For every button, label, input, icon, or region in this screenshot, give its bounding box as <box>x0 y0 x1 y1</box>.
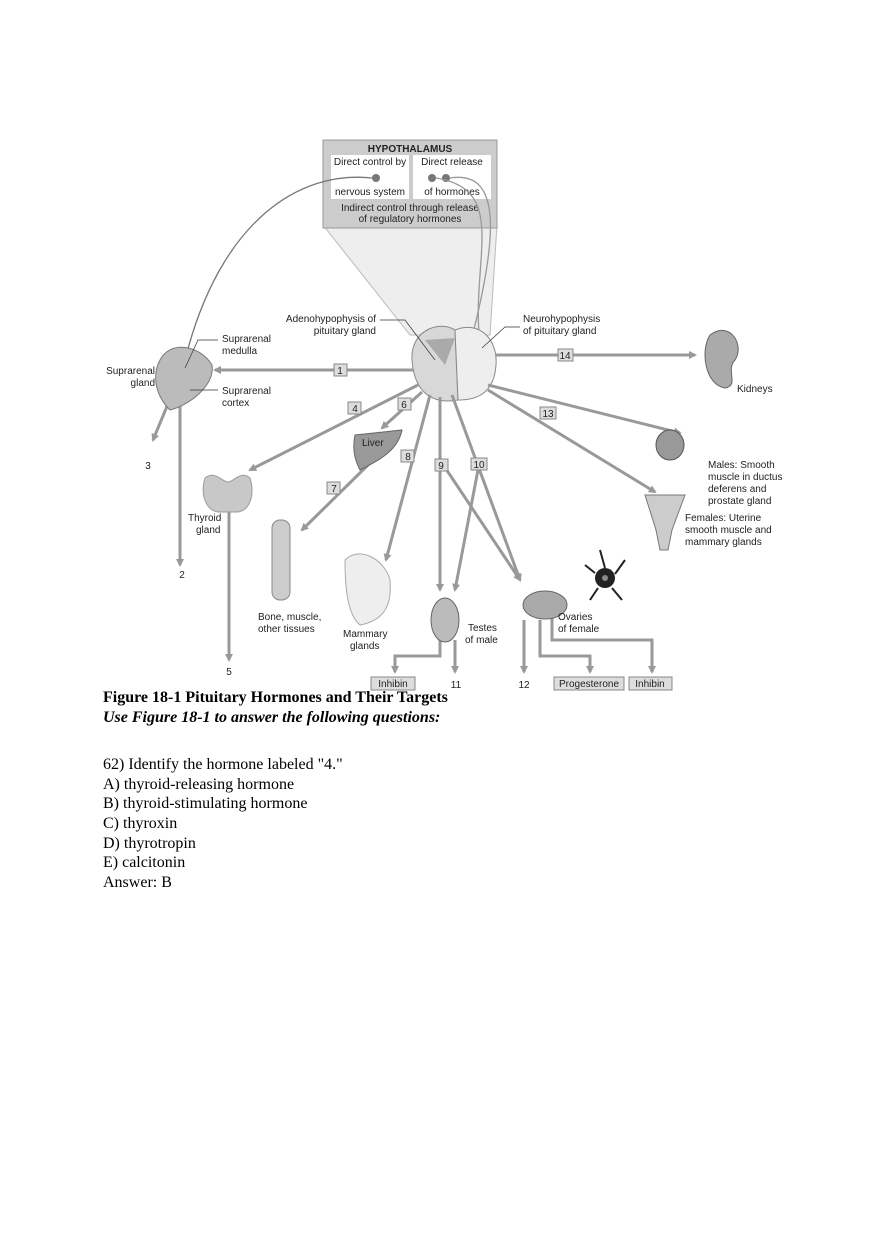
hypothalamus-box <box>323 140 497 228</box>
uterus-image <box>645 495 685 550</box>
suprarenal-cortex-label: Suprarenal <box>222 386 271 397</box>
cell-image <box>585 550 625 600</box>
label-7: 7 <box>331 484 337 495</box>
label-5: 5 <box>226 667 232 678</box>
mammary-image <box>345 554 390 625</box>
option-d: D) thyrotropin <box>103 834 196 852</box>
testes-label: of male <box>465 635 498 646</box>
label-3: 3 <box>145 461 151 472</box>
hypothalamus-title: HYPOTHALAMUS <box>367 144 453 155</box>
question-stem: 62) Identify the hormone labeled "4." <box>103 756 343 773</box>
thyroid-image <box>203 475 252 512</box>
mammary-label: glands <box>350 641 380 652</box>
answer: Answer: B <box>103 874 172 892</box>
label-12: 12 <box>518 680 530 691</box>
question-block <box>103 755 343 893</box>
option-e: E) calcitonin <box>103 854 186 872</box>
ovaries-label: Ovaries <box>558 612 593 623</box>
label: Direct release <box>421 157 483 168</box>
suprarenal-medulla-label: Suprarenal <box>222 334 271 345</box>
kidney-image <box>705 330 738 388</box>
label-6: 6 <box>401 400 407 411</box>
bone-muscle-image <box>272 520 290 600</box>
figure-caption: Figure 18-1 Pituitary Hormones and Their Targets <box>103 689 448 706</box>
label-1: 1 <box>337 366 343 377</box>
suprarenal-gland-image <box>156 347 213 410</box>
label-2: 2 <box>179 570 185 581</box>
suprarenal-gland-label: Suprarenal <box>106 366 155 377</box>
males-label: muscle in ductus <box>708 472 783 483</box>
option-b: B) thyroid-stimulating hormone <box>103 795 308 813</box>
bone-muscle-label: other tissues <box>258 624 315 635</box>
testis-image <box>431 598 459 642</box>
inhibin-female-box: Inhibin <box>635 679 665 690</box>
suprarenal-medulla-label: medulla <box>222 346 258 357</box>
liver-label: Liver <box>362 438 384 449</box>
testes-label: Testes <box>468 623 497 634</box>
label: Direct control by <box>333 157 407 168</box>
label: of regulatory hormones <box>358 214 462 225</box>
males-label: Males: Smooth <box>708 460 775 471</box>
label-4: 4 <box>352 404 358 415</box>
suprarenal-cortex-label: cortex <box>222 398 250 409</box>
females-label: mammary glands <box>685 537 762 548</box>
label-14: 14 <box>559 351 571 362</box>
inhibin-male-box: Inhibin <box>378 679 408 690</box>
option-c: C) thyroxin <box>103 815 178 833</box>
females-label: smooth muscle and <box>685 525 772 536</box>
thyroid-label: Thyroid <box>188 513 222 524</box>
females-label: Females: Uterine <box>685 513 762 524</box>
males-label: prostate gland <box>708 496 772 507</box>
males-label: deferens and <box>708 484 767 495</box>
label-13: 13 <box>542 409 554 420</box>
prostate-image <box>656 430 684 460</box>
progesterone-box: Progesterone <box>558 679 620 690</box>
liver-image <box>354 430 402 470</box>
suprarenal-gland-label: gland <box>130 378 155 389</box>
pituitary-gland <box>412 326 496 401</box>
label: nervous system <box>334 187 406 198</box>
bone-muscle-label: Bone, muscle, <box>258 612 322 623</box>
neurohypophysis-label: of pituitary gland <box>523 326 597 337</box>
adenohypophysis-label: pituitary gland <box>313 326 376 337</box>
thyroid-label: gland <box>196 525 221 536</box>
label-8: 8 <box>405 452 411 463</box>
neurohypophysis-label: Neurohypophysis <box>523 314 601 325</box>
label: Indirect control through release <box>341 203 479 214</box>
label-9: 9 <box>438 461 444 472</box>
instruction: Use Figure 18-1 to answer the following questions: <box>103 709 441 726</box>
option-a: A) thyroid-releasing hormone <box>103 775 295 793</box>
label-11: 11 <box>450 680 462 691</box>
label-10: 10 <box>473 460 485 471</box>
adenohypophysis-label: Adenohypophysis of <box>285 314 376 325</box>
ovaries-label: of female <box>558 624 600 635</box>
mammary-label: Mammary <box>343 629 388 640</box>
label: of hormones <box>424 187 480 198</box>
kidneys-label: Kidneys <box>737 384 773 395</box>
